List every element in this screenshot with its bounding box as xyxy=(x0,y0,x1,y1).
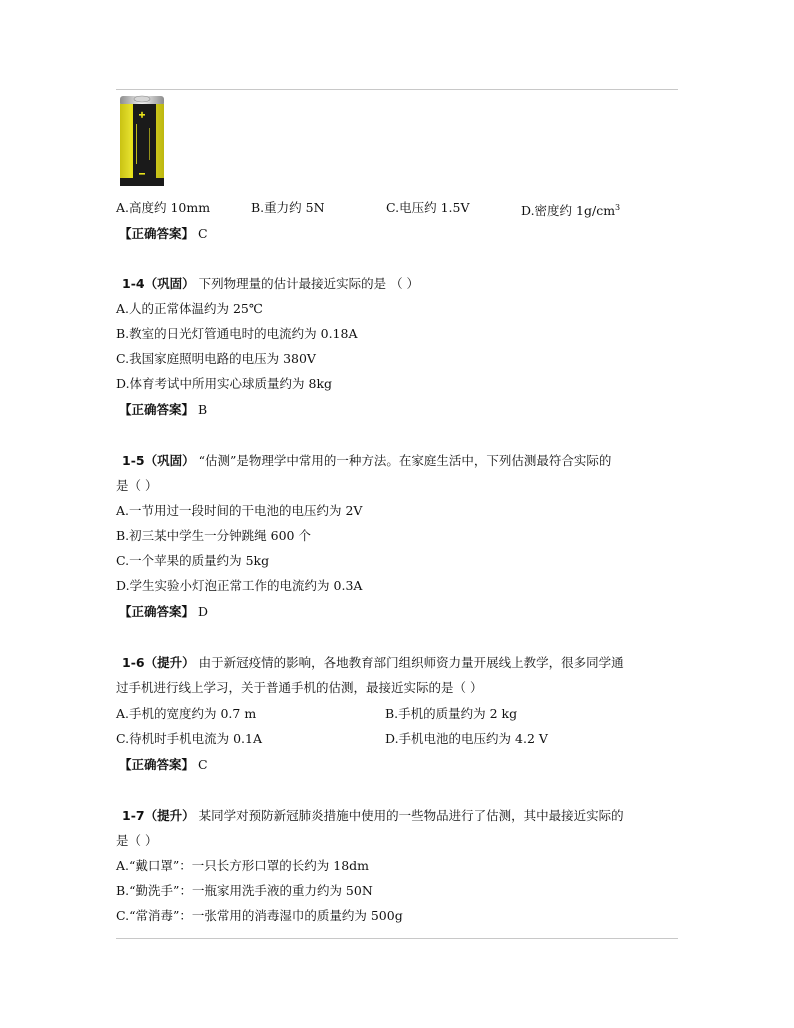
answer-value: B xyxy=(198,402,208,417)
q5-stem-line2: 是（ ） xyxy=(116,478,158,493)
question-tag: （提升） xyxy=(144,808,195,823)
question-text: 某同学对预防新冠肺炎措施中使用的一些物品进行了估测，其中最接近实际的 xyxy=(198,808,624,823)
q5-stem-line1 xyxy=(122,453,611,469)
answer-label: 【正确答案】 xyxy=(119,757,195,772)
question-text: 下列物理量的估计最接近实际的是 （ ） xyxy=(198,276,420,291)
q4-option-b: B.教室的日光灯管通电时的电流约为 0.18A xyxy=(116,326,358,341)
q6-answer xyxy=(119,757,208,773)
q3-answer xyxy=(119,226,208,242)
q4-answer xyxy=(119,402,207,418)
q7-stem-line2: 是（ ） xyxy=(116,833,158,848)
q4-option-d: D.体育考试中所用实心球质量约为 8kg xyxy=(116,376,333,391)
answer-label: 【正确答案】 xyxy=(119,604,195,619)
answer-label: 【正确答案】 xyxy=(119,226,195,241)
answer-value: C xyxy=(198,226,208,241)
q3-option-d xyxy=(521,200,620,219)
q6-option-b: B.手机的质量约为 2 kg xyxy=(385,706,518,721)
battery-image xyxy=(116,94,168,190)
q4-option-a: A.人的正常体温约为 25℃ xyxy=(116,301,263,316)
q3-option-d-superscript: 3 xyxy=(615,203,621,212)
q4-option-c: C.我国家庭照明电路的电压为 380V xyxy=(116,351,316,366)
q3-option-a: A.高度约 10mm xyxy=(116,200,211,215)
q6-stem-line2: 过手机进行线上学习，关于普通手机的估测，最接近实际的是（ ） xyxy=(116,680,483,695)
question-tag: （巩固） xyxy=(144,276,195,291)
question-tag: （巩固） xyxy=(144,453,195,468)
q6-option-a: A.手机的宽度约为 0.7 m xyxy=(116,706,257,721)
q3-option-c: C.电压约 1.5V xyxy=(386,200,470,215)
answer-value: C xyxy=(198,757,208,772)
q4-stem xyxy=(122,276,419,292)
q3-option-b: B.重力约 5N xyxy=(251,200,325,215)
top-divider xyxy=(116,89,678,90)
q5-option-b: B.初三某中学生一分钟跳绳 600 个 xyxy=(116,528,311,543)
q6-option-d: D.手机电池的电压约为 4.2 V xyxy=(385,731,548,746)
question-text: “估测”是物理学中常用的一种方法。在家庭生活中，下列估测最符合实际的 xyxy=(198,453,612,468)
question-number: 1-7 xyxy=(122,808,145,823)
q3-option-d-text: D.密度约 1g/cm xyxy=(521,203,616,219)
q6-stem-line1 xyxy=(122,655,624,671)
question-tag: （提升） xyxy=(144,655,195,670)
q7-option-c: C.“常消毒”：一张常用的消毒湿巾的质量约为 500g xyxy=(116,908,403,923)
q5-answer xyxy=(119,604,208,620)
question-text: 由于新冠疫情的影响，各地教育部门组织师资力量开展线上教学，很多同学通 xyxy=(198,655,624,670)
q5-option-c: C.一个苹果的质量约为 5kg xyxy=(116,553,270,568)
answer-value: D xyxy=(198,604,209,619)
q5-option-d: D.学生实验小灯泡正常工作的电流约为 0.3A xyxy=(116,578,363,593)
q6-option-c: C.待机时手机电流为 0.1A xyxy=(116,731,262,746)
question-number: 1-6 xyxy=(122,655,145,670)
question-number: 1-5 xyxy=(122,453,145,468)
q7-stem-line1 xyxy=(122,808,624,824)
bottom-divider xyxy=(116,938,678,939)
answer-label: 【正确答案】 xyxy=(119,402,195,417)
q5-option-a: A.一节用过一段时间的干电池的电压约为 2V xyxy=(116,503,363,518)
question-number: 1-4 xyxy=(122,276,145,291)
q7-option-b: B.“勤洗手”：一瓶家用洗手液的重力约为 50N xyxy=(116,883,373,898)
q7-option-a: A.“戴口罩”：一只长方形口罩的长约为 18dm xyxy=(116,858,370,873)
